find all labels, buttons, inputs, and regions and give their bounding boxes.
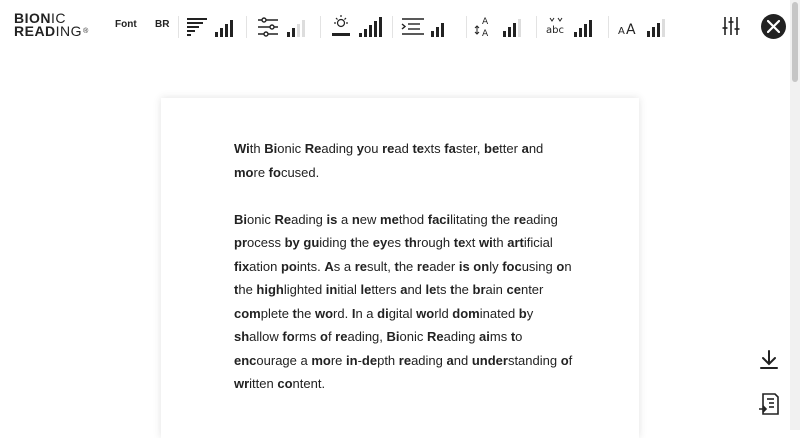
word [454, 235, 479, 250]
word-rest: ading, [347, 329, 387, 344]
word [357, 141, 382, 156]
word [507, 235, 553, 250]
level-bars [359, 17, 382, 37]
word-rest: ading [411, 352, 447, 368]
svg-text:A: A [482, 17, 489, 27]
word [473, 259, 502, 274]
word-bold-part: is [326, 211, 338, 227]
word [303, 235, 350, 250]
word [427, 329, 479, 344]
word-bold-part: b [518, 305, 527, 321]
word [405, 235, 454, 250]
word-bold-part: wo [314, 305, 334, 321]
svg-text:A: A [626, 22, 636, 38]
word-bold-part: be [484, 141, 500, 156]
toolbar-divider [536, 16, 537, 38]
word [234, 165, 269, 180]
toolbar [0, 0, 790, 55]
word-bold-part: o [556, 258, 565, 274]
word-bold-part: on [473, 258, 490, 274]
word-rest: xt [465, 235, 480, 250]
word-rest: ation [249, 258, 281, 274]
word-rest: itten [249, 376, 278, 391]
word [452, 306, 519, 321]
word-bold-part: a [446, 352, 454, 368]
word [380, 212, 428, 227]
word [472, 353, 561, 368]
word [412, 141, 444, 156]
word-bold-part: faci [427, 211, 451, 227]
word [281, 259, 324, 274]
word-bold-part: t [350, 235, 355, 250]
word [274, 212, 326, 227]
word-bold-part: me [380, 211, 399, 227]
word-rest: sult, [367, 258, 395, 274]
word-rest: onic [399, 329, 427, 344]
word-rest: th [492, 235, 508, 250]
word-bold-part: mo [234, 164, 254, 180]
word-rest: nd [528, 141, 544, 156]
word-rest: tters [371, 282, 401, 297]
word-rest: gital [388, 305, 417, 321]
word-bold-part: re [398, 352, 412, 368]
word-bold-part: Re [426, 329, 444, 344]
word [417, 259, 459, 274]
word-bold-part: n [351, 211, 360, 227]
word [511, 329, 523, 344]
word-bold-part: br [472, 282, 486, 297]
word-bold-part: re [382, 141, 395, 156]
word [234, 306, 293, 321]
bionic-reading-logo: BIONIC READING® [14, 10, 89, 39]
level-bars [215, 20, 233, 37]
word-rest: ocess [247, 235, 285, 250]
word-bold-part: wo [416, 305, 435, 321]
word-rest: ain [485, 282, 507, 297]
word [234, 235, 285, 250]
level-bars [287, 20, 305, 37]
level-bars [503, 19, 521, 37]
word-bold-part: t [491, 211, 496, 227]
word [502, 259, 556, 274]
word [285, 235, 304, 250]
toolbar-divider [466, 16, 467, 38]
word-bold-part: ai [479, 329, 490, 344]
word [473, 282, 507, 297]
word [400, 282, 425, 297]
word-bold-part: re [513, 211, 527, 227]
paragraph [234, 208, 574, 396]
brightness-tool[interactable] [330, 14, 384, 40]
word-bold-part: wi [479, 235, 493, 250]
word-bold-part: pr [234, 235, 247, 250]
word [522, 141, 544, 156]
word-bold-part: wr [234, 376, 250, 391]
word-bold-part: te [453, 235, 466, 250]
word-rest: es [387, 235, 405, 250]
word-rest: n a [355, 305, 378, 321]
word-rest: rough [416, 235, 454, 250]
word-bold-part: fo [268, 164, 281, 180]
word [561, 353, 573, 368]
paragraph [234, 137, 574, 184]
word-rest: rms [294, 329, 320, 344]
word-rest: he [398, 258, 417, 274]
font-size-tool[interactable] [617, 14, 667, 40]
word-bold-part: com [234, 305, 261, 321]
word-rest: he [238, 282, 257, 297]
word [282, 329, 320, 344]
word-rest: re [253, 164, 269, 180]
svg-text:A: A [482, 29, 489, 39]
word-bold-part: Re [304, 141, 322, 156]
word-bold-part: th [404, 235, 417, 250]
word-rest: xts [424, 141, 445, 156]
word [293, 306, 315, 321]
word-bold-part: de [361, 352, 378, 368]
line-spacing-icon [402, 19, 424, 34]
download-icon [758, 349, 780, 371]
word-bold-part: po [280, 258, 297, 274]
word [519, 306, 533, 321]
word [324, 259, 354, 274]
word [264, 141, 304, 156]
line-spacing-tool[interactable] [400, 14, 448, 40]
word-rest: inated [479, 305, 519, 321]
level-bars [647, 19, 665, 37]
word-rest: onic [277, 141, 305, 156]
word-rest: he [296, 305, 315, 321]
word-rest: cused. [280, 164, 320, 180]
word-bold-part: mo [311, 352, 331, 368]
word-rest: f [327, 329, 336, 344]
word-bold-part: Bi [386, 329, 400, 344]
word-bold-part: under [471, 352, 508, 368]
word [352, 212, 380, 227]
font-button[interactable]: Font [115, 19, 137, 30]
word [326, 282, 361, 297]
word-bold-part: enc [234, 352, 257, 368]
word-rest: - [357, 352, 362, 368]
word-bold-part: A [324, 258, 334, 274]
word-rest: ad [394, 141, 413, 156]
word-bold-part: t [234, 282, 239, 297]
font-size-icon [618, 22, 636, 38]
word-bold-part: o [560, 352, 569, 368]
word [447, 353, 472, 368]
word [479, 235, 507, 250]
word [346, 353, 362, 368]
word-rest: onic [247, 211, 275, 227]
word-rest: ly [489, 258, 503, 274]
word-bold-part: Bi [264, 141, 278, 156]
word [377, 306, 416, 321]
word-rest: ading [291, 211, 327, 227]
svg-text:A: A [618, 26, 625, 37]
toolbar-divider [392, 16, 393, 38]
word-rest: ms [489, 329, 511, 344]
word-rest: rd. [333, 305, 352, 321]
word-bold-part: Bi [234, 211, 247, 227]
word [382, 141, 412, 156]
word-rest: a [337, 211, 352, 227]
word-bold-part: y [356, 141, 364, 156]
word [426, 282, 451, 297]
word-rest: s a [333, 258, 355, 274]
word [360, 282, 400, 297]
word-rest: ster, [455, 141, 484, 156]
word-rest: ts [436, 282, 451, 297]
word [507, 282, 544, 297]
word [305, 141, 357, 156]
word-rest: nd [453, 352, 472, 368]
word-rest: ou [364, 141, 383, 156]
word-bold-part: t [292, 305, 297, 321]
word-rest: o [515, 329, 523, 344]
word [277, 376, 325, 391]
word-rest: he [495, 211, 514, 227]
settings-sliders-button[interactable] [721, 16, 741, 40]
word-rest: f [568, 352, 573, 368]
word-bold-part: di [377, 305, 389, 321]
fixation-icon [187, 18, 207, 36]
word-bold-part: foc [502, 258, 522, 274]
word-rest: thod [398, 211, 428, 227]
word [234, 141, 264, 156]
word-rest: standing [507, 352, 561, 368]
scrollbar-thumb[interactable] [792, 2, 798, 82]
word [450, 282, 472, 297]
word-bold-part: ey [372, 235, 388, 250]
word-bold-part: high [256, 282, 284, 297]
word [484, 141, 522, 156]
word [514, 212, 558, 227]
word-bold-part: o [319, 329, 328, 344]
word-rest: litating [450, 211, 492, 227]
word [556, 259, 571, 274]
word-bold-part: fo [282, 329, 295, 344]
word-bold-part: re [354, 258, 367, 274]
word-rest: he [454, 282, 473, 297]
word-rest: tter [499, 141, 522, 156]
word-rest: using [521, 258, 557, 274]
level-bars [431, 23, 444, 37]
word-spacing-icon [546, 18, 564, 36]
word-rest: nter [520, 282, 544, 297]
word [350, 235, 372, 250]
toolbar-divider [246, 16, 247, 38]
word-rest: ourage a [256, 352, 312, 368]
word-bold-part: re [335, 329, 348, 344]
word-rest: ader [429, 258, 459, 274]
word-bold-part: Re [274, 211, 292, 227]
word-bold-part: dom [452, 305, 480, 321]
word [320, 329, 335, 344]
sliders-icon [721, 16, 741, 36]
word-spacing-tool[interactable] [544, 14, 596, 40]
saccade-icon [258, 18, 278, 36]
brightness-icon [332, 15, 350, 36]
word-bold-part: le [360, 282, 372, 297]
import-document-button[interactable] [758, 392, 780, 420]
word-bold-part: fix [234, 258, 250, 274]
word-rest: ntent. [292, 376, 326, 391]
toolbar-divider [320, 16, 321, 38]
word-bold-part: a [521, 141, 529, 156]
word-bold-part: ce [506, 282, 521, 297]
word [416, 306, 452, 321]
close-icon [767, 20, 780, 33]
word-rest: rld [434, 305, 453, 321]
word-rest: ading [526, 211, 558, 227]
word [459, 259, 473, 274]
word [315, 306, 352, 321]
word [399, 353, 447, 368]
word-rest: ificial [523, 235, 553, 250]
word [234, 329, 282, 344]
word [491, 212, 513, 227]
word-rest: lighted [283, 282, 326, 297]
word [256, 282, 325, 297]
letter-spacing-icon [475, 17, 489, 39]
word [479, 329, 511, 344]
word-bold-part: le [425, 282, 437, 297]
word-rest: ading [321, 141, 357, 156]
word-rest: ew [359, 211, 381, 227]
word [428, 212, 492, 227]
word-rest: th [249, 141, 265, 156]
word [269, 165, 320, 180]
word-rest: allow [249, 329, 283, 344]
word [387, 329, 427, 344]
word-rest: ading [443, 329, 480, 344]
word-bold-part: t [394, 258, 399, 274]
word-bold-part: I [351, 305, 356, 321]
word [234, 376, 277, 391]
word-bold-part: te [412, 141, 425, 156]
word-rest: itial [337, 282, 361, 297]
word-bold-part: sh [234, 329, 250, 344]
download-button[interactable] [758, 349, 780, 375]
word-bold-part: t [510, 329, 516, 344]
word [311, 353, 346, 368]
word [394, 259, 416, 274]
fixation-tool[interactable] [186, 14, 236, 40]
toolbar-divider [178, 16, 179, 38]
word-rest: n [564, 258, 572, 274]
word-rest: y [526, 305, 534, 321]
word-bold-part: in [346, 352, 358, 368]
word [327, 212, 352, 227]
word-bold-part: in [325, 282, 338, 297]
word [335, 329, 386, 344]
word-bold-part: a [400, 282, 408, 297]
word [362, 353, 399, 368]
word-rest: pth [377, 352, 399, 368]
word [234, 259, 281, 274]
word-bold-part: by [284, 235, 300, 250]
word-rest: plete [260, 305, 293, 321]
br-button[interactable]: BR [155, 19, 170, 30]
letter-spacing-tool[interactable] [474, 14, 524, 40]
word-bold-part: t [450, 282, 455, 297]
word-rest: nd [407, 282, 426, 297]
word-bold-part: is [458, 258, 470, 274]
svg-text:abc: abc [546, 25, 564, 36]
document-content [234, 137, 574, 419]
word-bold-part: fa [444, 141, 456, 156]
word [444, 141, 484, 156]
word-bold-part: gu [303, 235, 320, 250]
word [234, 212, 274, 227]
import-document-icon [758, 392, 780, 416]
word [373, 235, 405, 250]
word [234, 353, 311, 368]
word [352, 306, 377, 321]
close-button[interactable] [761, 14, 786, 39]
level-bars [574, 20, 592, 37]
word-rest: he [354, 235, 373, 250]
word-bold-part: co [277, 376, 293, 391]
word-rest: ints. [296, 258, 325, 274]
word-bold-part: re [416, 258, 430, 274]
word [234, 282, 256, 297]
word-bold-part: Wi [234, 141, 250, 156]
saccade-tool[interactable] [256, 14, 312, 40]
word [355, 259, 395, 274]
word-rest: re [330, 352, 347, 368]
toolbar-divider [608, 16, 609, 38]
word-bold-part: art [507, 235, 524, 250]
word-rest: iding [319, 235, 351, 250]
